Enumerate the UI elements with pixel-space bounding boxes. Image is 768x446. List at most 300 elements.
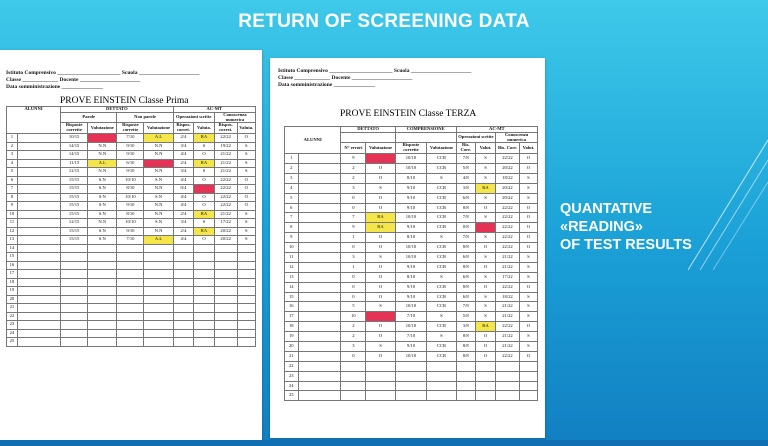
score-cell: S — [366, 252, 395, 262]
sub-header: Rispos. corret. — [173, 123, 194, 134]
score-cell: 14/15 — [61, 142, 88, 151]
table-row — [7, 168, 256, 177]
score-cell — [456, 371, 475, 381]
table-row — [7, 287, 256, 296]
row-number: 18 — [7, 278, 18, 287]
score-cell: 9/10 — [395, 203, 427, 213]
score-cell — [61, 244, 88, 253]
row-number: 1 — [7, 134, 18, 143]
score-cell — [117, 295, 144, 304]
score-cell — [88, 304, 117, 313]
score-cell: CCR — [427, 262, 456, 272]
score-cell — [427, 361, 456, 371]
score-cell — [519, 391, 537, 401]
score-cell: 22/22 — [496, 154, 520, 164]
score-cell — [194, 278, 215, 287]
score-cell: RA — [194, 134, 215, 143]
score-cell: 8/8 — [456, 332, 475, 342]
score-cell — [144, 329, 173, 338]
score-cell: O — [519, 243, 537, 253]
score-cell: S — [237, 227, 256, 236]
score-cell: N.N — [144, 227, 173, 236]
score-cell: CCR — [427, 302, 456, 312]
score-cell — [366, 312, 395, 322]
score-cell: 18/22 — [496, 292, 520, 302]
student-name-cell — [17, 202, 60, 211]
score-cell: 22/22 — [214, 202, 237, 211]
score-cell: S — [475, 173, 495, 183]
score-cell: O — [366, 233, 395, 243]
score-cell: 18/22 — [496, 173, 520, 183]
student-name-cell — [17, 270, 60, 279]
table-row — [7, 244, 256, 253]
score-cell: CCR — [427, 154, 456, 164]
student-name-cell — [298, 322, 341, 332]
score-cell — [237, 321, 256, 330]
score-cell: S — [427, 332, 456, 342]
score-cell: S — [427, 312, 456, 322]
student-name-cell — [17, 261, 60, 270]
score-cell: 14/15 — [61, 151, 88, 160]
score-cell: 3/8 — [456, 183, 475, 193]
score-cell — [117, 287, 144, 296]
score-cell: 10/10 — [395, 252, 427, 262]
student-name-cell — [298, 292, 341, 302]
score-cell — [173, 261, 194, 270]
score-cell: 10/10 — [395, 243, 427, 253]
row-number: 2 — [7, 142, 18, 151]
score-cell: 9/10 — [395, 341, 427, 351]
score-cell — [214, 261, 237, 270]
score-cell: O — [519, 154, 537, 164]
score-cell: O — [194, 236, 215, 245]
score-cell: 7/10 — [117, 236, 144, 245]
score-cell — [194, 244, 215, 253]
score-cell — [395, 361, 427, 371]
score-cell: 10/10 — [395, 154, 427, 164]
score-cell: O — [475, 351, 495, 361]
score-cell: CCR — [427, 193, 456, 203]
score-cell — [117, 329, 144, 338]
table-row — [285, 371, 538, 381]
score-cell: O — [475, 243, 495, 253]
score-cell — [194, 329, 215, 338]
row-number: 21 — [7, 304, 18, 313]
score-cell: S — [237, 168, 256, 177]
score-cell: 22/22 — [496, 282, 520, 292]
score-cell — [496, 381, 520, 391]
score-cell: 7/10 — [395, 332, 427, 342]
row-number: 6 — [285, 203, 299, 213]
score-cell: S — [519, 292, 537, 302]
score-cell — [237, 244, 256, 253]
score-cell: S — [237, 159, 256, 168]
score-cell: 15/15 — [61, 236, 88, 245]
row-number: 13 — [7, 236, 18, 245]
student-name-cell — [17, 219, 60, 228]
score-cell: 9/10 — [117, 151, 144, 160]
score-cell — [173, 278, 194, 287]
score-cell — [88, 321, 117, 330]
student-name-cell — [17, 142, 60, 151]
score-cell: 21/22 — [214, 168, 237, 177]
score-cell: 7/10 — [117, 134, 144, 143]
student-name-cell — [298, 203, 341, 213]
score-cell: 15/15 — [61, 202, 88, 211]
score-cell: S — [237, 142, 256, 151]
student-name-cell — [17, 253, 60, 262]
score-cell: 10/15 — [61, 134, 88, 143]
table-row — [7, 185, 256, 194]
score-cell: O — [366, 272, 395, 282]
score-cell: O — [519, 322, 537, 332]
row-number: 8 — [285, 223, 299, 233]
score-cell: 1 — [341, 233, 366, 243]
student-name-cell — [17, 159, 60, 168]
row-number: 5 — [285, 193, 299, 203]
score-cell — [88, 261, 117, 270]
student-name-cell — [17, 176, 60, 185]
score-cell — [61, 287, 88, 296]
score-cell: 2/4 — [173, 227, 194, 236]
score-cell — [519, 371, 537, 381]
sub-header: Valutazione — [144, 123, 173, 134]
score-cell: O — [194, 202, 215, 211]
score-cell: 8/10 — [395, 272, 427, 282]
score-cell: 22/22 — [496, 351, 520, 361]
sub-header: Valutazione — [366, 143, 395, 154]
score-cell: S — [519, 173, 537, 183]
row-number: 20 — [7, 295, 18, 304]
score-cell: 15/15 — [61, 227, 88, 236]
score-cell — [61, 295, 88, 304]
table-row — [7, 312, 256, 321]
score-cell: 8/8 — [456, 243, 475, 253]
score-cell — [61, 321, 88, 330]
score-cell — [61, 338, 88, 347]
score-cell — [88, 312, 117, 321]
score-cell — [144, 304, 173, 313]
score-cell: 2 — [341, 173, 366, 183]
score-cell: 4/4 — [173, 202, 194, 211]
score-cell — [173, 287, 194, 296]
score-cell: S — [194, 219, 215, 228]
score-cell — [194, 338, 215, 347]
student-name-cell — [17, 321, 60, 330]
table-row — [7, 329, 256, 338]
sub-header: Ris. Corr. — [456, 143, 475, 154]
score-cell: S — [519, 252, 537, 262]
col-parole: Parole — [61, 112, 117, 123]
table-row — [7, 134, 256, 143]
score-cell — [144, 261, 173, 270]
score-cell: 7/8 — [456, 302, 475, 312]
table-row — [7, 176, 256, 185]
student-name-cell — [17, 304, 60, 313]
row-number: 21 — [285, 351, 299, 361]
student-name-cell — [17, 193, 60, 202]
score-cell — [144, 278, 173, 287]
score-cell: 20/22 — [496, 183, 520, 193]
score-cell: O — [519, 282, 537, 292]
score-cell: 15/15 — [61, 176, 88, 185]
score-cell: 3/4 — [173, 219, 194, 228]
score-cell — [144, 312, 173, 321]
score-cell: 6/8 — [456, 193, 475, 203]
score-cell — [117, 253, 144, 262]
score-cell: O — [366, 282, 395, 292]
score-cell — [117, 270, 144, 279]
score-cell: 10/10 — [395, 213, 427, 223]
score-cell — [61, 270, 88, 279]
table-row — [7, 202, 256, 211]
score-cell: 10/10 — [395, 322, 427, 332]
score-cell: S.N — [88, 193, 117, 202]
table-row — [285, 391, 538, 401]
score-cell: CCR — [427, 183, 456, 193]
score-cell: 22/22 — [214, 185, 237, 194]
score-cell — [214, 287, 237, 296]
score-cell: S — [237, 219, 256, 228]
score-cell: 21/22 — [496, 252, 520, 262]
score-cell — [117, 304, 144, 313]
score-cell — [61, 261, 88, 270]
header-line-date: Data somministrazione _______________ — [6, 84, 103, 90]
row-number: 16 — [285, 302, 299, 312]
score-cell: 6/8 — [456, 252, 475, 262]
score-cell — [173, 244, 194, 253]
score-cell — [144, 270, 173, 279]
row-number: 3 — [7, 151, 18, 160]
score-cell: S — [366, 302, 395, 312]
score-cell: O — [366, 163, 395, 173]
score-cell — [144, 244, 173, 253]
col-dettato: DETTATO — [341, 127, 395, 133]
student-name-cell — [298, 312, 341, 322]
score-cell: S — [475, 312, 495, 322]
table-row — [285, 351, 538, 361]
score-cell: RA — [366, 223, 395, 233]
results-table — [284, 126, 538, 401]
score-cell: O — [366, 351, 395, 361]
score-cell: 10/10 — [117, 219, 144, 228]
student-name-cell — [298, 341, 341, 351]
score-cell — [456, 381, 475, 391]
score-cell — [237, 253, 256, 262]
score-cell — [214, 321, 237, 330]
score-cell — [88, 270, 117, 279]
score-cell: 4/4 — [173, 151, 194, 160]
score-cell: S — [519, 193, 537, 203]
score-cell — [194, 253, 215, 262]
score-cell — [88, 244, 117, 253]
score-cell — [341, 371, 366, 381]
table-row — [7, 304, 256, 313]
table-row — [7, 253, 256, 262]
score-cell — [194, 312, 215, 321]
student-name-cell — [298, 193, 341, 203]
score-cell — [214, 312, 237, 321]
score-cell: 22/22 — [496, 243, 520, 253]
score-cell: N.N — [144, 202, 173, 211]
score-cell — [341, 381, 366, 391]
score-cell: RA — [194, 159, 215, 168]
score-cell: 9/10 — [395, 292, 427, 302]
score-cell: 3 — [341, 183, 366, 193]
score-cell — [427, 371, 456, 381]
table-row — [285, 154, 538, 164]
table-row — [285, 322, 538, 332]
score-cell: CCR — [427, 292, 456, 302]
score-cell: 6/10 — [117, 159, 144, 168]
score-cell: S — [366, 183, 395, 193]
row-number: 13 — [285, 272, 299, 282]
row-number: 17 — [7, 270, 18, 279]
sub-header: N° errori — [341, 143, 366, 154]
score-cell: 10/10 — [117, 193, 144, 202]
side-caption-line-2: «READING» — [560, 219, 643, 235]
row-number: 14 — [285, 282, 299, 292]
row-number: 23 — [285, 371, 299, 381]
score-cell — [237, 261, 256, 270]
score-cell — [475, 391, 495, 401]
score-cell: O — [475, 341, 495, 351]
score-cell: 20/22 — [214, 236, 237, 245]
score-cell: S — [519, 272, 537, 282]
score-cell — [366, 371, 395, 381]
row-number: 3 — [285, 173, 299, 183]
score-cell: O — [366, 243, 395, 253]
score-cell: 21/22 — [214, 151, 237, 160]
row-number: 15 — [285, 292, 299, 302]
score-cell: 7 — [341, 213, 366, 223]
score-cell: S — [427, 173, 456, 183]
row-number: 12 — [7, 227, 18, 236]
score-cell: O — [366, 322, 395, 332]
score-cell — [475, 361, 495, 371]
table-row — [285, 312, 538, 322]
score-cell: O — [366, 292, 395, 302]
score-cell: S — [475, 163, 495, 173]
side-caption-line-3: OF TEST RESULTS — [560, 237, 692, 253]
score-cell: S — [475, 252, 495, 262]
score-cell: 6/8 — [456, 292, 475, 302]
score-cell: O — [237, 176, 256, 185]
score-cell: 19/22 — [214, 142, 237, 151]
score-cell: 15/15 — [61, 193, 88, 202]
score-cell: N.N — [88, 151, 117, 160]
table-row — [285, 262, 538, 272]
score-cell: 7/10 — [395, 312, 427, 322]
table-row — [7, 210, 256, 219]
student-name-cell — [17, 312, 60, 321]
score-cell: 9/10 — [117, 227, 144, 236]
score-cell — [237, 287, 256, 296]
student-name-cell — [298, 233, 341, 243]
score-cell — [395, 391, 427, 401]
score-cell: S — [427, 272, 456, 282]
score-cell: 3/4 — [173, 142, 194, 151]
score-cell — [214, 278, 237, 287]
student-name-cell — [298, 213, 341, 223]
col-alunni: ALUNNI — [7, 107, 61, 134]
score-cell: 7/8 — [456, 154, 475, 164]
score-cell — [117, 244, 144, 253]
col-comprensione: COMPRENSIONE — [395, 127, 456, 133]
sub-header: Risposte corrette — [61, 123, 88, 134]
col-acmt: AC-MT — [456, 127, 537, 133]
score-cell: O — [519, 351, 537, 361]
col-alunni: ALUNNI — [285, 127, 341, 154]
score-cell: RA — [475, 183, 495, 193]
sub-header: Valutazione — [427, 143, 456, 154]
row-number: 6 — [7, 176, 18, 185]
score-cell — [496, 391, 520, 401]
table-row — [285, 163, 538, 173]
table-row — [7, 159, 256, 168]
score-cell — [117, 261, 144, 270]
score-cell: 9/10 — [117, 142, 144, 151]
score-cell: O — [475, 332, 495, 342]
score-cell — [173, 295, 194, 304]
score-cell: O — [519, 203, 537, 213]
score-cell — [237, 270, 256, 279]
sub-header: Valutazione — [88, 123, 117, 134]
score-cell: O — [519, 223, 537, 233]
table-row — [7, 278, 256, 287]
student-name-cell — [298, 183, 341, 193]
student-name-cell — [298, 252, 341, 262]
table-row — [285, 243, 538, 253]
student-name-cell — [298, 163, 341, 173]
score-cell: CCR — [427, 213, 456, 223]
table-row — [285, 381, 538, 391]
score-cell: S.N — [88, 236, 117, 245]
score-cell: 9/10 — [395, 223, 427, 233]
score-sheet-terza — [270, 58, 545, 438]
score-cell: O — [366, 173, 395, 183]
score-cell: 3/8 — [456, 322, 475, 332]
slide-title: RETURN OF SCREENING DATA — [238, 11, 530, 32]
student-name-cell — [298, 332, 341, 342]
col-conoscenza: Conoscenza numerica — [214, 112, 255, 123]
score-cell: S.N — [88, 210, 117, 219]
col-operazioni: Operazioni scritte — [456, 132, 496, 143]
score-cell: 4/8 — [456, 173, 475, 183]
score-cell: S — [519, 312, 537, 322]
score-cell — [214, 304, 237, 313]
score-cell: O — [475, 282, 495, 292]
score-cell: CCR — [427, 243, 456, 253]
score-cell: 15/15 — [61, 210, 88, 219]
score-cell: 8/8 — [456, 341, 475, 351]
score-cell — [144, 321, 173, 330]
score-cell: 22/22 — [496, 322, 520, 332]
row-number: 24 — [7, 329, 18, 338]
score-cell: 9/10 — [395, 282, 427, 292]
score-cell: 21/22 — [214, 210, 237, 219]
row-number: 18 — [285, 322, 299, 332]
row-number: 10 — [7, 210, 18, 219]
row-number: 25 — [7, 338, 18, 347]
sub-header: Valuta. — [194, 123, 215, 134]
row-number: 1 — [285, 154, 299, 164]
score-cell: 8/10 — [117, 185, 144, 194]
table-row — [285, 183, 538, 193]
score-cell: 8/8 — [456, 351, 475, 361]
bottom-band — [0, 440, 768, 446]
score-cell — [173, 329, 194, 338]
